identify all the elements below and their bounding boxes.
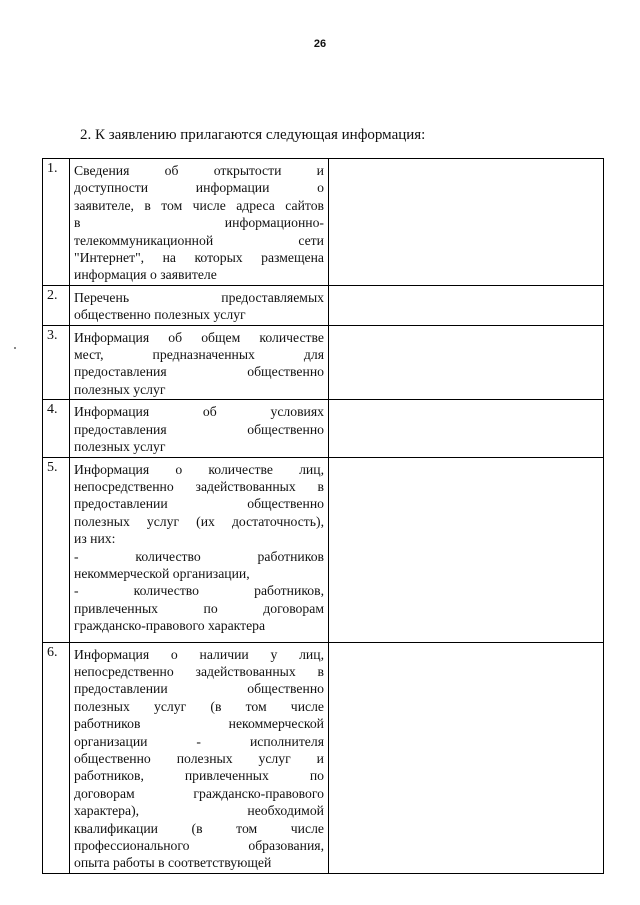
description-line: доступности информации о bbox=[74, 180, 324, 196]
table-row bbox=[43, 457, 604, 642]
row-description bbox=[70, 325, 329, 400]
description-line: непосредственно задействованных в bbox=[74, 478, 324, 494]
description-line: привлеченных по договорам bbox=[74, 600, 324, 616]
description-line: - количество работников bbox=[74, 548, 324, 564]
row-value-cell[interactable] bbox=[329, 400, 604, 457]
page-number: 26 bbox=[313, 38, 327, 50]
description-line: предоставления общественно bbox=[74, 421, 324, 437]
description-line: из них: bbox=[74, 531, 116, 547]
margin-mark bbox=[14, 347, 16, 349]
description-line: заявителе, в том числе адреса сайтов bbox=[74, 197, 324, 213]
description-line: работников, привлеченных по bbox=[74, 768, 324, 784]
description-line: профессионального образования, bbox=[74, 837, 324, 853]
row-value-cell[interactable] bbox=[329, 642, 604, 873]
description-line: непосредственно задействованных в bbox=[74, 663, 324, 679]
row-description bbox=[70, 457, 329, 642]
row-description bbox=[70, 285, 329, 325]
description-line: полезных услуг (их достаточность), bbox=[74, 513, 324, 529]
row-number: 5. bbox=[43, 457, 70, 642]
description-line: общественно полезных услуг и bbox=[74, 750, 324, 766]
description-line: опыта работы в соответствующей bbox=[74, 855, 272, 871]
description-line: предоставлении общественно bbox=[74, 681, 324, 697]
description-line: некоммерческой организации, bbox=[74, 565, 250, 581]
row-number: 3. bbox=[43, 325, 70, 400]
description-line: организации - исполнителя bbox=[74, 733, 324, 749]
section-heading: 2. К заявлению прилагаются следующая информация: bbox=[80, 127, 426, 143]
description-line: информация о заявителе bbox=[74, 267, 217, 283]
row-value-cell[interactable] bbox=[329, 457, 604, 642]
table-row bbox=[43, 325, 604, 400]
description-line: общественно полезных услуг bbox=[74, 307, 246, 323]
description-line: "Интернет", на которых размещена bbox=[74, 250, 324, 266]
description-line: телекоммуникационной сети bbox=[74, 232, 324, 248]
description-line: гражданско-правового характера bbox=[74, 618, 266, 634]
row-value-cell[interactable] bbox=[329, 159, 604, 286]
row-description bbox=[70, 400, 329, 457]
table-row bbox=[43, 285, 604, 325]
row-value-cell[interactable] bbox=[329, 285, 604, 325]
description-line: Информация о наличии у лиц, bbox=[74, 646, 324, 662]
description-line: в информационно- bbox=[74, 215, 324, 231]
description-line: работников некоммерческой bbox=[74, 716, 324, 732]
description-line: предоставлении общественно bbox=[74, 496, 324, 512]
row-number: 2. bbox=[43, 285, 70, 325]
description-line: полезных услуг bbox=[74, 381, 166, 397]
description-line: полезных услуг (в том числе bbox=[74, 698, 324, 714]
description-line: Сведения об открытости и bbox=[74, 163, 324, 178]
row-description bbox=[70, 642, 329, 873]
description-line: Информация о количестве лиц, bbox=[74, 461, 324, 477]
information-table bbox=[42, 158, 604, 874]
table-row bbox=[43, 159, 604, 286]
description-line: квалификации (в том числе bbox=[74, 820, 324, 836]
description-line: полезных услуг bbox=[74, 439, 166, 455]
table-row bbox=[43, 400, 604, 457]
row-number: 1. bbox=[43, 159, 70, 286]
description-line: договорам гражданско-правового bbox=[74, 785, 324, 801]
description-line: Перечень предоставляемых bbox=[74, 289, 324, 305]
table-row bbox=[43, 642, 604, 873]
row-number: 6. bbox=[43, 642, 70, 873]
description-line: мест, предназначенных для bbox=[74, 347, 324, 363]
row-number: 4. bbox=[43, 400, 70, 457]
description-line: Информация об условиях bbox=[74, 404, 324, 420]
row-description bbox=[70, 159, 329, 286]
description-line: - количество работников, bbox=[74, 583, 324, 599]
description-line: Информация об общем количестве bbox=[74, 329, 324, 345]
description-line: предоставления общественно bbox=[74, 364, 324, 380]
row-value-cell[interactable] bbox=[329, 325, 604, 400]
description-line: характера), необходимой bbox=[74, 803, 324, 819]
